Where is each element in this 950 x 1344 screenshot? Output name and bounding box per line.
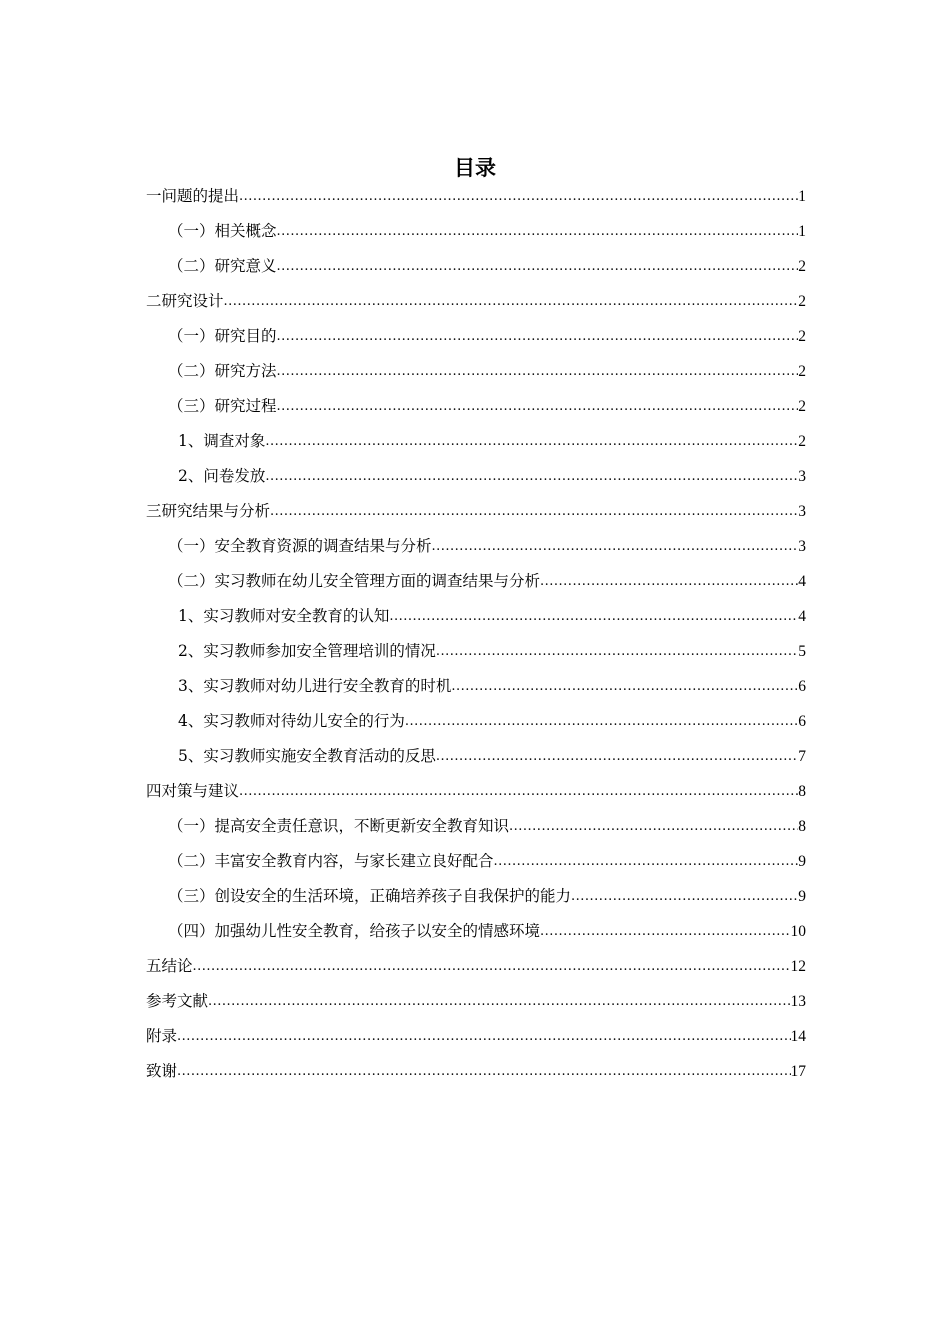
toc-entry-page-number: 2 [798,433,806,450]
toc-dot-leader [571,879,798,914]
toc-entry-page-number: 17 [790,1063,806,1080]
toc-dot-leader [265,459,798,494]
toc-entry[interactable] [146,1019,806,1054]
toc-entry-title: （三）研究过程 [168,397,277,415]
toc-dot-leader [277,319,799,354]
toc-dot-leader [509,809,798,844]
toc-entry-page-number: 2 [798,328,806,345]
toc-dot-leader [451,669,798,704]
toc-entry-title: （四）加强幼儿性安全教育，给孩子以安全的情感环境 [168,922,541,940]
toc-entry-title: 三研究结果与分析 [146,502,271,520]
toc-entry[interactable] [146,179,806,214]
toc-entry[interactable] [146,459,806,494]
toc-dot-leader [277,214,799,249]
toc-dot-leader [277,389,799,424]
toc-entry-page-number: 9 [798,888,806,905]
toc-entry-title: 5、实习教师实施安全教育活动的反思 [178,747,436,765]
toc-entry-page-number: 13 [790,993,806,1010]
toc-entry-title: 一问题的提出 [146,187,240,205]
toc-entry-page-number: 2 [798,258,806,275]
toc-dot-leader [224,284,799,319]
toc-title: 目录 [454,156,496,180]
toc-entry-page-number: 1 [798,188,806,205]
toc-entry[interactable] [146,599,806,634]
toc-entry[interactable] [146,704,806,739]
toc-entry[interactable] [146,1054,806,1089]
toc-dot-leader [405,704,798,739]
toc-entry-title: 1、实习教师对安全教育的认知 [178,607,390,625]
toc-entry-page-number: 4 [798,573,806,590]
toc-entry[interactable] [146,984,806,1019]
toc-entry[interactable] [146,389,806,424]
toc-entry-page-number: 14 [790,1028,806,1045]
toc-entry-page-number: 9 [798,853,806,870]
toc-entry-title: （三）创设安全的生活环境，正确培养孩子自我保护的能力 [168,887,572,905]
toc-entry-title: （二）研究方法 [168,362,277,380]
toc-entry-title: （一）安全教育资源的调查结果与分析 [168,537,432,555]
toc-dot-leader [265,424,798,459]
toc-dot-leader [208,984,790,1019]
toc-entry[interactable] [146,284,806,319]
toc-entry-title: 1、调查对象 [178,432,266,450]
toc-dot-leader [389,599,798,634]
toc-entry[interactable] [146,739,806,774]
toc-dot-leader [239,774,798,809]
toc-dot-leader [436,739,798,774]
toc-list [146,179,806,1089]
toc-entry[interactable] [146,564,806,599]
toc-entry[interactable] [146,529,806,564]
toc-entry-title: 致谢 [146,1062,178,1080]
toc-dot-leader [193,949,791,984]
toc-entry-page-number: 8 [798,818,806,835]
toc-dot-leader [177,1019,790,1054]
toc-entry-title: 4、实习教师对待幼儿安全的行为 [178,712,405,730]
toc-entry-page-number: 6 [798,678,806,695]
toc-dot-leader [177,1054,790,1089]
toc-entry[interactable] [146,424,806,459]
toc-entry-title: （二）研究意义 [168,257,277,275]
toc-entry-page-number: 3 [798,468,806,485]
toc-entry-title: 附录 [146,1027,178,1045]
toc-entry-title: （一）提高安全责任意识，不断更新安全教育知识 [168,817,510,835]
toc-entry[interactable] [146,774,806,809]
toc-entry[interactable] [146,214,806,249]
toc-entry-title: 2、实习教师参加安全管理培训的情况 [178,642,436,660]
toc-dot-leader [239,179,798,214]
toc-entry[interactable] [146,949,806,984]
toc-entry-page-number: 4 [798,608,806,625]
toc-dot-leader [432,529,799,564]
toc-dot-leader [277,249,799,284]
toc-entry-title: 参考文献 [146,992,209,1010]
toc-entry-title: 二研究设计 [146,292,224,310]
toc-entry[interactable] [146,879,806,914]
toc-entry-title: 2、问卷发放 [178,467,266,485]
toc-dot-leader [277,354,799,389]
toc-entry-page-number: 3 [798,503,806,520]
toc-entry-title: （二）丰富安全教育内容，与家长建立良好配合 [168,852,494,870]
toc-entry[interactable] [146,669,806,704]
toc-entry[interactable] [146,844,806,879]
toc-entry[interactable] [146,914,806,949]
toc-entry-title: 3、实习教师对幼儿进行安全教育的时机 [178,677,452,695]
toc-entry-page-number: 6 [798,713,806,730]
toc-entry-page-number: 5 [798,643,806,660]
toc-entry[interactable] [146,354,806,389]
toc-dot-leader [270,494,798,529]
toc-entry[interactable] [146,634,806,669]
toc-entry[interactable] [146,249,806,284]
toc-entry-page-number: 3 [798,538,806,555]
toc-entry[interactable] [146,319,806,354]
toc-entry-title: （二）实习教师在幼儿安全管理方面的调查结果与分析 [168,572,541,590]
toc-entry-page-number: 8 [798,783,806,800]
toc-entry-page-number: 7 [798,748,806,765]
toc-dot-leader [494,844,799,879]
toc-entry-title: 四对策与建议 [146,782,240,800]
toc-entry-page-number: 1 [798,223,806,240]
toc-entry-title: （一）相关概念 [168,222,277,240]
toc-entry-title: （一）研究目的 [168,327,277,345]
toc-entry-page-number: 12 [790,958,806,975]
toc-dot-leader [436,634,798,669]
toc-dot-leader [540,564,798,599]
toc-dot-leader [540,914,790,949]
toc-entry-title: 五结论 [146,957,193,975]
toc-entry-page-number: 10 [790,923,806,940]
toc-entry[interactable] [146,494,806,529]
toc-entry[interactable] [146,809,806,844]
toc-entry-page-number: 2 [798,398,806,415]
toc-entry-page-number: 2 [798,363,806,380]
toc-entry-page-number: 2 [798,293,806,310]
